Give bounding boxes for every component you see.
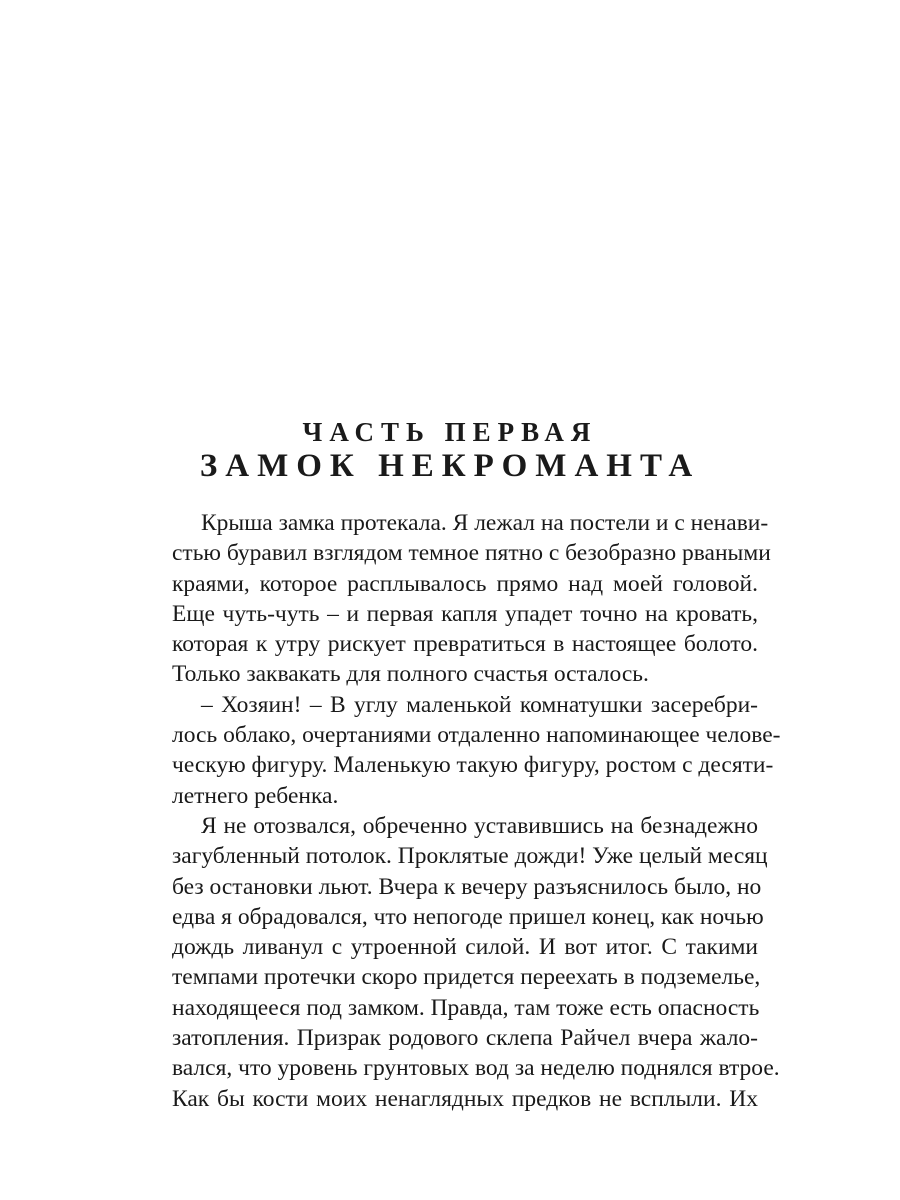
text-line: краями, которое расплывалось прямо над моей головой. [172,570,758,597]
paragraph-1 [143,508,771,690]
text-line: которая к утру рискует превратиться в настоящее болото. [172,631,758,658]
body-text [143,508,781,1114]
text-line: стью буравил взглядом темное пятно с безобразно рваными [172,540,771,567]
part-title: ЧАСТЬ ПЕРВАЯ [302,417,598,447]
text-line: – Хозяин! – В углу маленькой комнатушки засеребри- [201,691,758,718]
paragraph-3 [143,811,780,1114]
text-line: едва я обрадовался, что непогоде пришел конец, как ночью [172,903,764,930]
text-line: Как бы кости моих ненаглядных предков не всплыли. Их [172,1085,758,1112]
text-line: ческую фигуру. Маленькую такую фигуру, ростом с десяти- [172,752,774,779]
text-line: дождь ливанул с утроенной силой. И вот итог. С такими [172,934,758,961]
text-line: Крыша замка протекала. Я лежал на постели и с ненави- [201,510,769,536]
text-line: Еще чуть-чуть – и первая капля упадет точно на кровать, [172,600,758,627]
text-line: летнего ребенка. [172,782,339,809]
text-line: Я не отозвался, обреченно уставившись на безнадежно [201,812,758,839]
text-line: затопления. Призрак родового склепа Райчел вчера жало- [172,1025,758,1052]
text-line: вался, что уровень грунтовых вод за неделю поднялся втрое. [172,1055,780,1082]
chapter-title: ЗАМОК НЕКРОМАНТА [199,448,701,484]
text-line: без остановки льют. Вчера к вечеру разъяснилось было, но [172,873,762,900]
text-line: лось облако, очертаниями отдаленно напоминающее челове- [172,722,781,749]
paragraph-2 [143,690,781,811]
text-line: загубленный потолок. Проклятые дожди! Уже целый месяц [172,843,768,870]
text-line: темпами протечки скоро придется переехать в подземелье, [172,964,761,991]
text-line: Только заквакать для полного счастья осталось. [172,661,649,688]
text-line: находящееся под замком. Правда, там тоже есть опасность [172,994,760,1021]
